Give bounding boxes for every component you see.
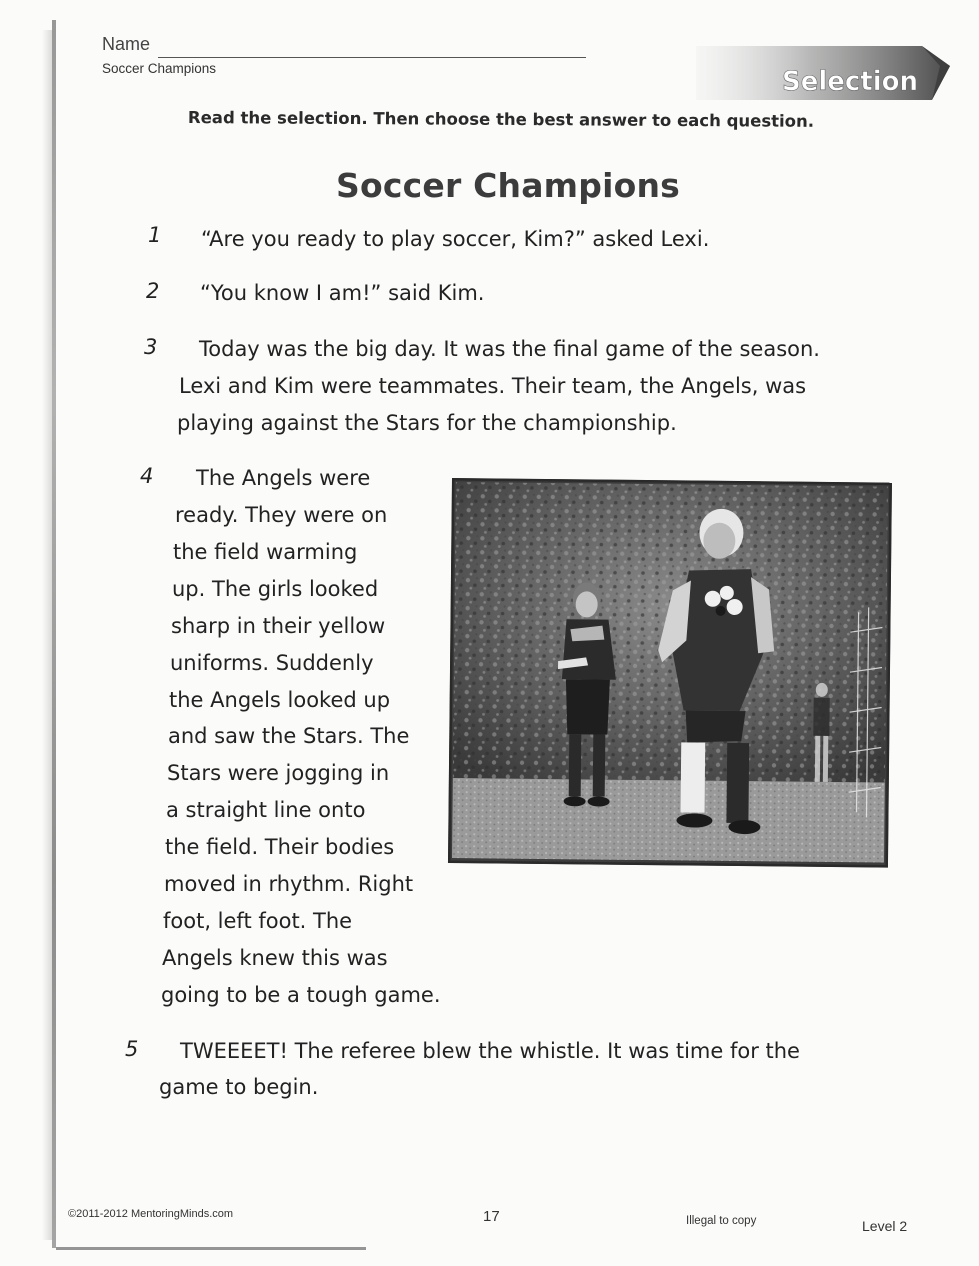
paragraph-line: the field. Their bodies: [165, 835, 395, 859]
paragraph-line: Angels knew this was: [162, 946, 388, 970]
paragraph-line: “Are you ready to play soccer, Kim?” asked Lexi.: [201, 227, 710, 251]
paragraph-line: Lexi and Kim were teammates. Their team, the Angels, was: [179, 374, 807, 398]
scan-edge: [52, 20, 56, 1248]
selection-badge-text: Selection: [782, 66, 918, 97]
level-label: Level 2: [862, 1218, 908, 1234]
paragraph-line: The Angels were: [196, 466, 371, 490]
paragraph-number: 4: [140, 464, 154, 488]
copyright-text: ©2011-2012 MentoringMinds.com: [68, 1208, 234, 1220]
paragraph-line: uniforms. Suddenly: [170, 651, 374, 675]
page-number: 17: [483, 1208, 500, 1225]
paragraph-line: sharp in their yellow: [171, 614, 386, 638]
scan-bottom-line: [56, 1247, 366, 1250]
soccer-players-photo: [448, 478, 892, 868]
passage-title: Soccer Champions: [336, 166, 681, 205]
instructions-text: Read the selection. Then choose the best answer to each question.: [187, 108, 815, 131]
paragraph-number: 2: [146, 279, 160, 303]
copy-notice: Illegal to copy: [686, 1215, 757, 1227]
paragraph-line: TWEEEET! The referee blew the whistle. It was time for the: [180, 1039, 800, 1063]
name-label: Name: [102, 34, 151, 54]
paragraph-line: Stars were jogging in: [167, 761, 390, 785]
paragraph-line: “You know I am!” said Kim.: [200, 281, 485, 305]
document-subtitle: Soccer Champions: [102, 61, 217, 76]
paragraph-line: game to begin.: [159, 1075, 319, 1099]
paragraph-line: ready. They were on: [175, 503, 388, 527]
paragraph-line: up. The girls looked: [172, 577, 379, 601]
paragraph-line: a straight line onto: [166, 798, 366, 822]
paragraph-line: moved in rhythm. Right: [164, 872, 414, 896]
paragraph-number: 1: [148, 223, 162, 247]
paragraph-line: and saw the Stars. The: [168, 724, 410, 748]
selection-badge: [696, 40, 954, 102]
paragraph-line: playing against the Stars for the championship.: [177, 411, 677, 435]
paragraph-line: foot, left foot. The: [163, 909, 353, 933]
scan-shadow: [42, 30, 52, 1240]
paragraph-line: the Angels looked up: [169, 688, 391, 712]
paragraph-number: 5: [125, 1037, 139, 1061]
paragraph-line: going to be a tough game.: [161, 983, 441, 1007]
paragraph-number: 3: [144, 335, 158, 359]
paragraph-line: Today was the big day. It was the final game of the season.: [199, 337, 820, 361]
name-field-line[interactable]: [158, 57, 586, 58]
paragraph-line: the field warming: [173, 540, 358, 564]
